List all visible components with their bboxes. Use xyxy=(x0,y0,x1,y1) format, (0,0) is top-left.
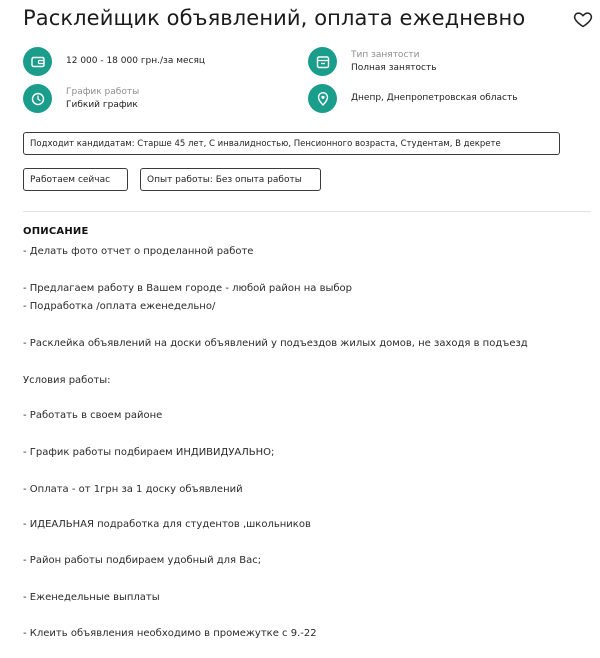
description-line: - Еженедельные выплаты xyxy=(23,592,160,603)
schedule-label: График работы xyxy=(66,86,140,97)
location-info xyxy=(308,84,518,113)
briefcase-icon xyxy=(308,47,337,76)
schedule-value: Гибкий график xyxy=(66,99,138,110)
clock-icon xyxy=(23,84,52,113)
description-line: - Расклейка объявлений на доски объявлений у подъездов жилых домов, не заходя в подъезд xyxy=(23,338,528,349)
employment-info xyxy=(308,47,437,76)
location-pin-icon xyxy=(308,84,337,113)
salary-value: 12 000 - 18 000 грн./за месяц xyxy=(66,56,206,66)
heart-icon[interactable] xyxy=(573,9,593,29)
description-heading: ОПИСАНИЕ xyxy=(23,226,89,237)
location-value: Днепр, Днепропетровская область xyxy=(351,93,518,103)
working-now-chip: Работаем сейчас xyxy=(23,168,128,191)
conditions-heading: Условия работы: xyxy=(23,375,111,386)
description-line: - Работать в своем районе xyxy=(23,410,163,421)
description-line: - Предлагаем работу в Вашем городе - любой район на выбор xyxy=(23,283,352,294)
description-line: - ИДЕАЛЬНАЯ подработка для студентов ,школьников xyxy=(23,519,311,530)
wallet-icon xyxy=(23,47,52,76)
employment-value: Полная занятость xyxy=(351,62,437,73)
employment-label: Тип занятости xyxy=(351,49,420,60)
schedule-info xyxy=(23,84,139,113)
section-divider xyxy=(23,211,591,212)
vacancy-title: Расклейщик объявлений, оплата ежедневно xyxy=(23,6,526,30)
description-line: - Делать фото отчет о проделанной работе xyxy=(23,246,254,257)
description-line: - График работы подбираем ИНДИВИДУАЛЬНО; xyxy=(23,447,275,458)
suitable-candidates-chip: Подходит кандидатам: Старше 45 лет, С инвалидностью, Пенсионного возраста, Студентам, В декрете xyxy=(23,132,560,155)
description-line: - Клеить объявления необходимо в промежутке с 9.-22 xyxy=(23,628,317,639)
description-line: - Подработка /оплата еженедельно/ xyxy=(23,301,216,312)
description-line: - Оплата - от 1грн за 1 доску объявлений xyxy=(23,484,243,495)
experience-chip: Опыт работы: Без опыта работы xyxy=(140,168,321,191)
salary-info xyxy=(23,47,205,76)
description-line: - Район работы подбираем удобный для Вас; xyxy=(23,555,262,566)
